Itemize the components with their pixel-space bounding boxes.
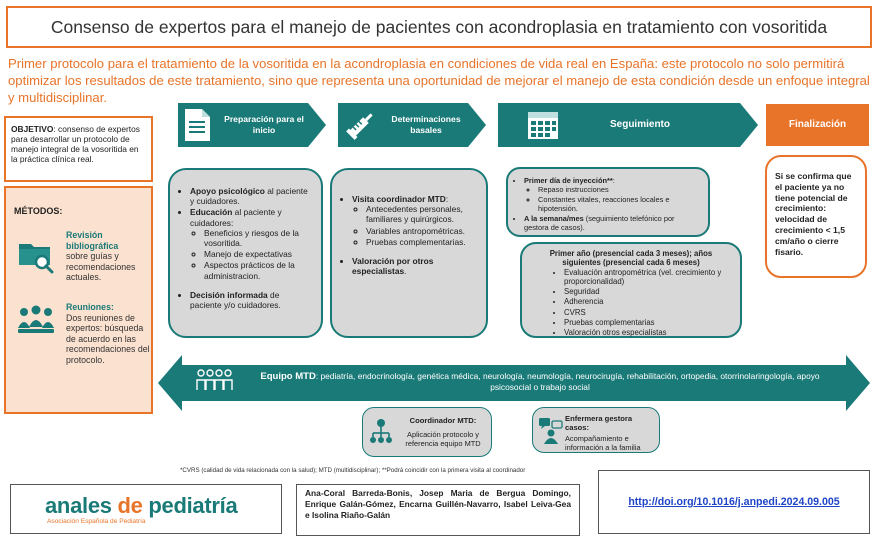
team-text (240, 371, 840, 393)
authors-box: Ana-Coral Barreda-Bonis, Josep Maria de Bergua Domingo, Enrique Galán-Gómez, Encarna Guillén-Navarro, Isabel Leiva-Gea e Isolina Riaño-Galán (296, 484, 580, 536)
followup-card-first (506, 167, 710, 237)
journal-logo (45, 493, 237, 519)
followup-item-week (524, 214, 700, 232)
page-title: Consenso de expertos para el manejo de pacientes con acondroplasia en tratamiento con vosoritida (50, 16, 828, 37)
prep-item-psych (190, 186, 313, 206)
baseline-sub-item: ◦ Antecedentes personales, familiares y quirúrgicos. (366, 204, 478, 224)
footnote: *CVRS (calidad de vida relacionada con la salud); MTD (multidisciplinar); **Podrá coincidir con la primera visita al coordinador (180, 467, 526, 474)
followup-yearly-item: • Valoración otros especialistas (564, 328, 732, 337)
followup-item-week-bold: A la semana/mes (524, 214, 584, 223)
baseline-item-specialists-text: . (404, 266, 407, 277)
objective-box (4, 116, 153, 182)
objective-text: : consenso de expertos para desarrollar un protocolo de manejo integral de la vosoritida en la práctica clínica real. (11, 124, 140, 164)
prep-item-decision-bold: Decisión informada (190, 289, 268, 300)
followup-yearly-item: • Pruebas complementarias (564, 318, 732, 327)
prep-item-decision-text: de paciente y/o cuidadores. (190, 289, 281, 311)
doi-link[interactable]: http://doi.org/10.1016/j.anpedi.2024.09.005 (628, 496, 840, 508)
prep-sub-item: ◦ Aspectos prácticos de la administracion. (204, 260, 313, 280)
methods-item-meetings-heading: Reuniones: (66, 302, 114, 312)
followup-sub-item: ◦ Repaso instrucciones (538, 185, 700, 194)
intro-text: Primer protocolo para el tratamiento de la vosoritida en la acondroplasia en condiciones de vida real en España: este protocolo no solo permitirá optimizar los resultados de este tratamiento, sino que representa una oportunidad de mejorar el manejo de esta condición desde un enfoque integral y multidisciplinar. (8, 56, 870, 105)
logo-word-pediatria: pediatría (142, 493, 238, 518)
baseline-sub-item: ◦ Variables antropométricas. (366, 226, 478, 236)
doi-box (598, 470, 870, 534)
org-chart-icon (369, 418, 393, 446)
baseline-item-visit-text: : (445, 194, 449, 204)
prep-item-education-bold: Educación (190, 207, 233, 218)
prep-item-education (190, 207, 313, 280)
followup-yearly-item: • Seguridad (564, 287, 732, 296)
coordinator-title: Coordinador MTD: (409, 416, 477, 425)
baseline-item-specialists-bold: Valoración por otros especialistas (352, 256, 434, 277)
followup-item-week-text: (seguimiento telefónico por gestora de casos). (524, 214, 675, 232)
methods-title: MÉTODOS: (14, 206, 63, 216)
final-card: Si se confirma que el paciente ya no tiene potencial de crecimiento: velocidad de crecimiento < 1,5 cm/año o cierre fisario. (765, 155, 867, 278)
methods-item-review-heading: Revisión bibliográfica (66, 230, 119, 251)
followup-item-first-day-bold: Primer día de inyección** (524, 176, 613, 185)
step-label-followup: Seguimiento (609, 119, 670, 130)
calendar-icon (526, 108, 560, 142)
step-label-preparation: Preparación para el inicio (224, 114, 304, 135)
syringe-icon (344, 108, 378, 142)
followup-yearly-heading: Primer año (presencial cada 3 meses); años siguientes (presencial cada 6 meses) (549, 249, 713, 268)
followup-yearly-item: • Evaluación antropométrica (vel. crecimiento y proporcionalidad) (564, 268, 732, 287)
methods-item-review (66, 230, 150, 283)
title-box (6, 6, 872, 48)
step-label-baseline: Determinaciones basales (391, 114, 461, 135)
step-final-box (766, 104, 869, 146)
followup-sub-item: ◦ Constantes vitales, reacciones locales e hipotensión. (538, 195, 700, 213)
baseline-card (330, 168, 488, 338)
methods-box (4, 186, 153, 414)
people-group-icon (16, 302, 56, 342)
team-label: Equipo MTD (260, 371, 316, 382)
nurse-text-block (565, 414, 657, 452)
prep-item-education-text: al paciente y cuidadores: (190, 207, 282, 228)
coordinator-text-block (397, 416, 489, 448)
followup-yearly-item: • Adherencia (564, 297, 732, 306)
nurse-title: Enfermera gestora casos: (565, 414, 633, 432)
methods-item-review-text: sobre guías y recomendaciones actuales. (66, 251, 136, 283)
team-people-icon (196, 368, 234, 392)
logo-word-anales: anales (45, 493, 118, 518)
nurse-text: Acompañamiento e información a la familia (565, 434, 641, 452)
prep-item-psych-text: al paciente y cuidadores. (190, 186, 308, 207)
journal-logo-box (10, 484, 282, 534)
team-members: : pediatría, endocrinología, genética médica, neurología, neumología, neurocirugía, rehabilitación, ortopedia, otorrinolaringología, apoyo psicosocial o trabajo social (315, 371, 820, 393)
baseline-sub-item: ◦ Pruebas complementarias. (366, 237, 478, 247)
followup-yearly-item: • CVRS (564, 308, 732, 317)
baseline-item-specialists (352, 256, 478, 276)
prep-item-psych-bold: Apoyo psicológico (190, 186, 265, 196)
coordinator-text: Aplicación protocolo y referencia equipo MTD (405, 430, 481, 448)
prep-sub-item: ◦ Manejo de expectativas (204, 249, 313, 259)
prep-sub-item: ◦ Beneficios y riesgos de la vosoritida. (204, 228, 313, 248)
document-icon (182, 108, 212, 142)
step-label-final: Finalización (788, 118, 847, 130)
baseline-item-visit (352, 194, 478, 247)
prep-item-decision (190, 290, 313, 310)
logo-word-de: de (117, 493, 143, 518)
coordinator-card (362, 407, 492, 457)
methods-item-meetings-text: Dos reuniones de expertos: búsqueda de acuerdo en las recomendaciones del protocolo. (66, 312, 150, 365)
preparation-card (168, 168, 323, 338)
methods-item-meetings (66, 302, 150, 366)
logo-subtitle: Asociación Española de Pediatría (47, 518, 146, 525)
baseline-item-visit-bold: Visita coordinador MTD (352, 194, 446, 204)
followup-item-first-day-text: : (612, 176, 615, 185)
followup-item-first-day (524, 176, 700, 213)
nurse-support-icon (539, 418, 563, 444)
nurse-card (532, 407, 660, 453)
objective-label: OBJETIVO (11, 124, 54, 134)
folder-search-icon (16, 234, 56, 274)
followup-card-yearly (520, 242, 742, 338)
